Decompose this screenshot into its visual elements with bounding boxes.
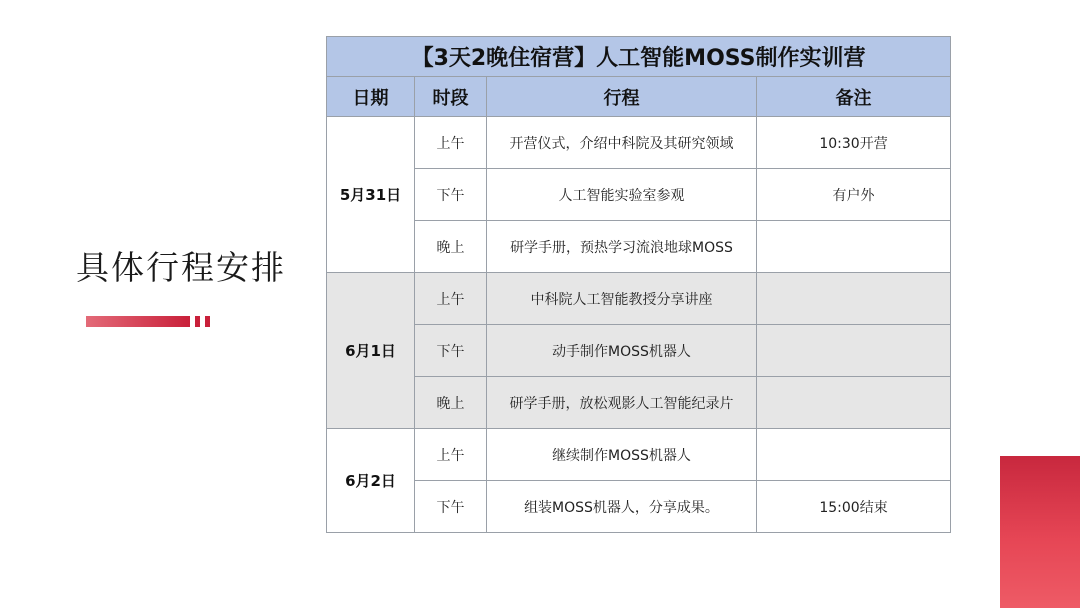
note-cell [757, 429, 951, 481]
period-cell: 上午 [415, 117, 487, 169]
table-row [327, 325, 951, 377]
note-cell [757, 221, 951, 273]
note-cell [757, 377, 951, 429]
period-cell: 下午 [415, 169, 487, 221]
activity-cell: 开营仪式，介绍中科院及其研究领域 [487, 117, 757, 169]
decorative-bar-main [86, 316, 190, 327]
table-title: 【3天2晚住宿营】人工智能MOSS制作实训营 [327, 37, 951, 77]
period-cell: 上午 [415, 429, 487, 481]
note-cell: 有户外 [757, 169, 951, 221]
table-row [327, 429, 951, 481]
decorative-bar-tick [195, 316, 200, 327]
period-cell: 晚上 [415, 377, 487, 429]
activity-cell: 研学手册，放松观影人工智能纪录片 [487, 377, 757, 429]
date-cell: 6月2日 [327, 429, 415, 533]
table-row [327, 117, 951, 169]
decorative-bar-tick [205, 316, 210, 327]
activity-cell: 研学手册，预热学习流浪地球MOSS [487, 221, 757, 273]
activity-cell: 动手制作MOSS机器人 [487, 325, 757, 377]
decorative-corner-block [1000, 456, 1080, 608]
column-header-period: 时段 [415, 77, 487, 117]
schedule-table [326, 36, 951, 533]
note-cell: 10:30开营 [757, 117, 951, 169]
table-row [327, 377, 951, 429]
period-cell: 下午 [415, 481, 487, 533]
column-header-note: 备注 [757, 77, 951, 117]
section-title: 具体行程安排 [76, 248, 286, 287]
table-row [327, 481, 951, 533]
decorative-bar [86, 316, 210, 327]
activity-cell: 组装MOSS机器人，分享成果。 [487, 481, 757, 533]
column-header-date: 日期 [327, 77, 415, 117]
column-header-activity: 行程 [487, 77, 757, 117]
activity-cell: 人工智能实验室参观 [487, 169, 757, 221]
note-cell: 15:00结束 [757, 481, 951, 533]
table-row [327, 169, 951, 221]
activity-cell: 中科院人工智能教授分享讲座 [487, 273, 757, 325]
note-cell [757, 325, 951, 377]
note-cell [757, 273, 951, 325]
date-cell: 6月1日 [327, 273, 415, 429]
period-cell: 上午 [415, 273, 487, 325]
activity-cell: 继续制作MOSS机器人 [487, 429, 757, 481]
period-cell: 晚上 [415, 221, 487, 273]
table-row [327, 273, 951, 325]
table-row [327, 221, 951, 273]
period-cell: 下午 [415, 325, 487, 377]
date-cell: 5月31日 [327, 117, 415, 273]
